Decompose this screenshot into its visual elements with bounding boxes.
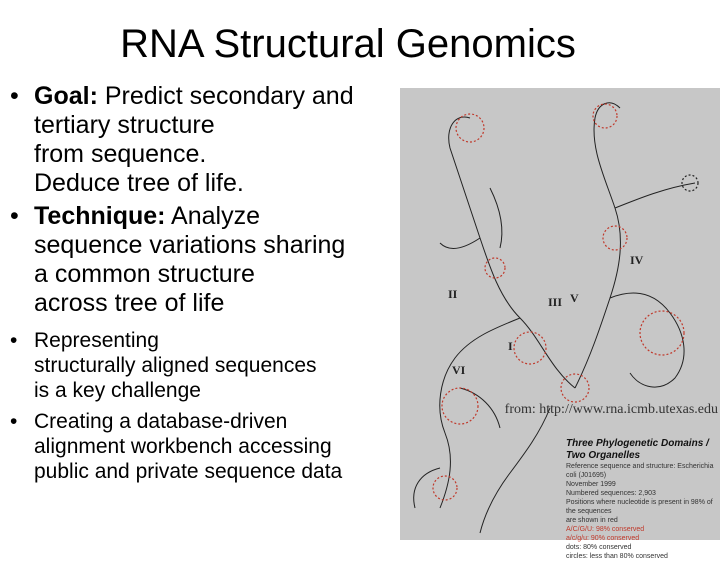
bullet-technique	[6, 202, 398, 318]
bullet-line: Predict secondary and	[97, 82, 354, 110]
bullet-line: from sequence.	[34, 140, 207, 168]
bullet-line: structurally aligned sequences	[34, 354, 317, 377]
domain-label: VI	[452, 363, 466, 377]
domain-label: II	[448, 287, 458, 301]
legend-note: Positions where nucleotide is present in 98% of the sequences	[566, 499, 713, 515]
bullet-label: Goal:	[34, 82, 98, 110]
rna-structure-figure	[400, 88, 720, 560]
legend-line: Numbered sequences: 2,903	[566, 490, 656, 497]
bullet-workbench	[6, 409, 398, 484]
bullet-line: tertiary structure	[34, 111, 215, 139]
bullet-line: is a key challenge	[34, 379, 201, 402]
bullet-icon: •	[10, 410, 18, 433]
legend-title: Three Phylogenetic Domains / Two Organelles	[566, 438, 709, 461]
bullet-line: Representing	[34, 329, 159, 352]
domain-label: I	[508, 339, 513, 353]
bullet-line: Creating a database-driven	[34, 410, 288, 433]
legend-key: a/c/g/u: 90% conserved	[566, 535, 640, 542]
bullet-goal	[6, 82, 398, 198]
legend-line: November 1999	[566, 481, 616, 488]
slide-title: RNA Structural Genomics	[120, 22, 576, 66]
bullet-icon: •	[10, 202, 19, 230]
bullet-line: sequence variations sharing	[34, 231, 346, 259]
legend-key: dots: 80% conserved	[566, 544, 632, 551]
bullet-line: Analyze	[165, 202, 260, 230]
bullet-line: a common structure	[34, 260, 255, 288]
legend-key: circles: less than 80% conserved	[566, 553, 668, 560]
bullet-line: alignment workbench accessing	[34, 435, 332, 458]
bullet-line: Deduce tree of life.	[34, 169, 244, 197]
bullet-icon: •	[10, 82, 19, 110]
domain-label: V	[570, 291, 579, 305]
domain-label: III	[548, 295, 563, 309]
bullet-line: across tree of life	[34, 289, 225, 317]
domain-label: IV	[630, 253, 644, 267]
bullet-line: public and private sequence data	[34, 460, 343, 483]
figure-credit: from: http://www.rna.icmb.utexas.edu	[504, 402, 718, 417]
bullet-icon: •	[10, 329, 18, 352]
figure-legend	[566, 438, 716, 561]
bullet-representing	[6, 328, 398, 403]
bullet-label: Technique:	[34, 202, 166, 230]
legend-line: Reference sequence and structure: Escherichia coli (J01695)	[566, 463, 714, 479]
legend-note: are shown in red	[566, 517, 618, 524]
legend-key: A/C/G/U: 98% conserved	[566, 526, 645, 533]
bullet-list	[6, 82, 398, 490]
